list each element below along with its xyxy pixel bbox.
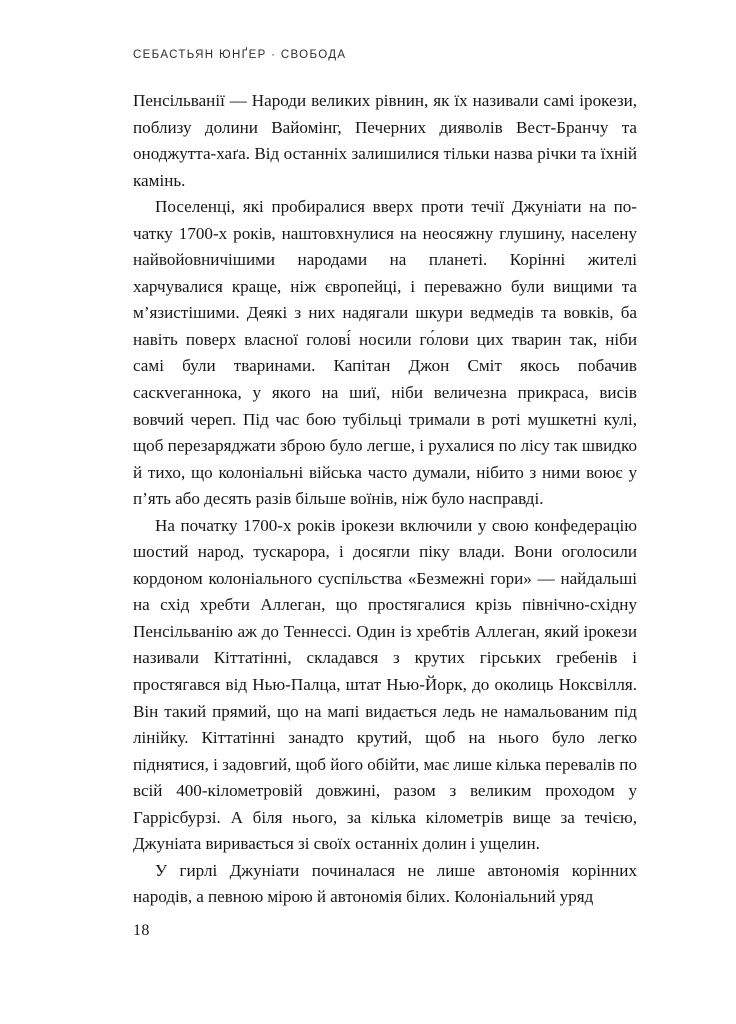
body-text-block	[133, 88, 637, 911]
page-number: 18	[133, 922, 150, 939]
paragraph: У гирлі Джуніати починалася не лише автономія корінних народів, а певною мірою й автономія білих. Колоніальний уряд	[133, 860, 637, 907]
paragraph: На початку 1700-х років ірокези включили у свою конфедерацію шостий народ, тускарора, і досягли піку влади. Вони оголосили кордоном колоніального суспільства «Безмежні гори» — найдальші на схід хребти Аллеган, що простягалися крізь північно-східну Пенсільванію аж до Теннессі. Один із хребтів Аллеган, який ірокези називали Кіттатінні, складався з крутих гірських гребенів і простягався від Нью-Палца, штат Нью-Йорк, до околиць Ноксвілля. Він такий прямий, що на мапі видається ледь не намальованим під лінійку. Кіттатінні занадто крутий, щоб на нього було легко піднятися, і задовгий, щоб його обійти, має лише кілька перевалів по всій 400-кілометровій довжині, разом з великим проходом у Гаррісбурзі. А біля нього, за кілька кілометрів вище за течією, Джуніата виривається зі своїх останніх долин і ущелин.	[133, 515, 637, 854]
paragraph: Пенсільванії — Народи великих рівнин, як їх називали самі ірокези, поблизу долини Вайомінг, Печерних дияволів Вест-Бранчу та оноджутта-хаґа. Від останніх залишилися тільки назва річки та їхній камінь.	[133, 91, 637, 190]
running-head: СЕБАСТЬЯН ЮНҐЕР · СВОБОДА	[133, 49, 347, 61]
paragraph: Поселенці, які пробиралися вверх проти течії Джуніати на початку 1700-х років, наштовхнулися на неосяжну глушину, населену найвойовничішими народами на планеті. Корінні жителі харчувалися краще, ніж європейці, і переважно були вищими та м’язистішими. Деякі з них надягали шкури ведмедів та вовків, ба навіть поверх власної голові́ носили го́лови цих тварин так, ніби самі були тваринами. Капітан Джон Сміт якось побачив саскveганнока, у якого на шиї, ніби величезна прикраса, висів вовчий череп. Під час бою тубільці тримали в роті мушкетні кулі, щоб перезаряджати зброю було легше, і рухалися по лісу так швидко й тихо, що колоніальні війська часто думали, нібито з ними воює у п’ять або десять разів більше воїнів, ніж було насправді.	[133, 197, 637, 509]
